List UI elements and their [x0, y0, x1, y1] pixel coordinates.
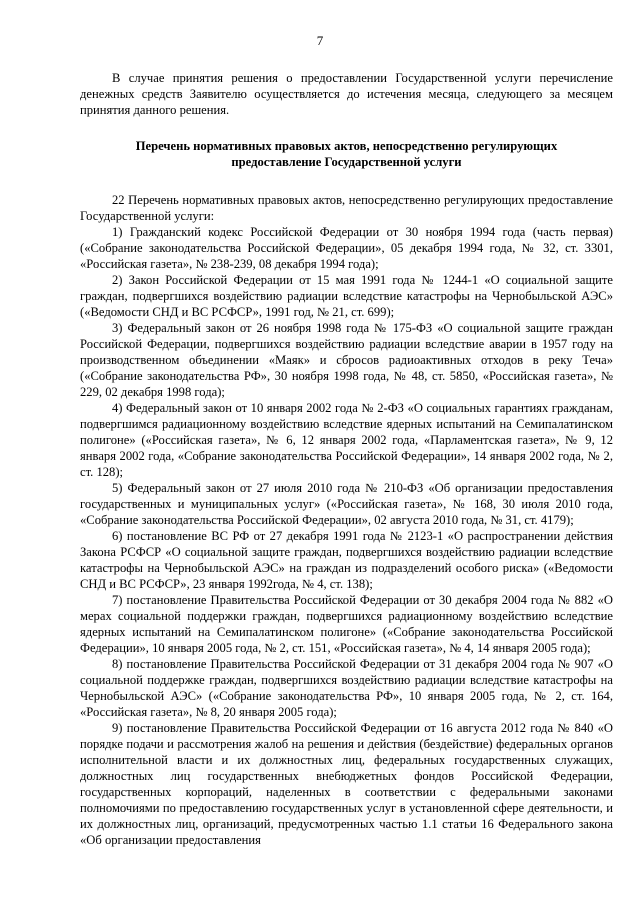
list-item: 9) постановление Правительства Российской Федерации от 16 августа 2012 года № 840 «О порядке подачи и рассмотрения жалоб на решения и действия (бездействие) федеральных органов исполнительной власти и их должностных лиц, федеральных государственных служащих, должностных лиц государственных внебюджетных фондов Российской Федерации, государственных корпораций, наделенных в соответствии с федеральными законами полномочиями по предоставлению государственных услуг в установленной сфере деятельности, и их должностных лиц, организаций, предусмотренных частью 1.1 статьи 16 Федерального закона «Об организации предоставления — [80, 721, 613, 847]
list-item: 2) Закон Российской Федерации от 15 мая 1991 года № 1244-1 «О социальной защите граждан, подвергшихся воздействию радиации вследствие катастрофы на Чернобыльской АЭС» («Ведомости СНД и ВС РСФСР», 1991 год, № 21, ст. 699); — [80, 273, 613, 319]
page-number: 7 — [316, 33, 324, 48]
section-heading: Перечень нормативных правовых актов, непосредственно регулирующих предоставление Государственной услуги — [135, 139, 558, 169]
lead-paragraph: 22 Перечень нормативных правовых актов, непосредственно регулирующих предоставление Государственной услуги: — [80, 193, 613, 223]
list-item: 3) Федеральный закон от 26 ноября 1998 года № 175-ФЗ «О социальной защите граждан Российской Федерации, подвергшихся воздействию радиации вследствие аварии в 1957 году на производственном объединении «Маяк» и сбросов радиоактивных отходов в реку Теча» («Собрание законодательства РФ», 30 ноября 1998 года, № 48, ст. 5850, «Российская газета», № 229, 02 декабря 1998 года); — [80, 321, 613, 399]
list-item: 8) постановление Правительства Российской Федерации от 31 декабря 2004 года № 907 «О социальной поддержке граждан, подвергшихся воздействию радиации вследствие катастрофы на Чернобыльской АЭС» («Собрание законодательства РФ», 10 января 2005 года, № 2, ст. 164, «Российская газета», № 8, 20 января 2005 года); — [80, 657, 613, 719]
list-item: 1) Гражданский кодекс Российской Федерации от 30 ноября 1994 года (часть первая) («Собрание законодательства Российской Федерации», 05 декабря 1994 года, № 32, ст. 3301, «Российская газета», № 238-239, 08 декабря 1994 года); — [80, 225, 613, 271]
list-item: 4) Федеральный закон от 10 января 2002 года № 2-ФЗ «О социальных гарантиях гражданам, подвергшимся радиационному воздействию вследствие ядерных испытаний на Семипалатинском полигоне» («Российская газета», № 6, 12 января 2002 года, «Парламентская газета», № 9, 12 января 2002 года, «Собрание законодательства Российской Федерации», 14 января 2002 года, № 2, ст. 128); — [80, 401, 613, 479]
list-item: 7) постановление Правительства Российской Федерации от 30 декабря 2004 года № 882 «О мерах социальной поддержки граждан, подвергшихся радиационному воздействию вследствие ядерных испытаний на Семипалатинском полигоне» («Собрание законодательства Российской Федерации», 10 января 2005 года, № 2, ст. 151, «Российская газета», № 4, 14 января 2005 года); — [80, 593, 613, 655]
intro-paragraph: В случае принятия решения о предоставлении Государственной услуги перечисление денежных средств Заявителю осуществляется до истечения месяца, следующего за месяцем принятия данного решения. — [80, 71, 613, 117]
list-item: 6) постановление ВС РФ от 27 декабря 1991 года № 2123-1 «О распространении действия Закона РСФСР «О социальной защите граждан, подвергшихся воздействию радиации вследствие катастрофы на Чернобыльской АЭС» на граждан из подразделений особого риска» («Ведомости СНД и ВС РСФСР», 23 января 1992года, № 4, ст. 138); — [80, 529, 613, 591]
list-item: 5) Федеральный закон от 27 июля 2010 года № 210-ФЗ «Об организации предоставления государственных и муниципальных услуг» («Российская газета», № 168, 30 июля 2010 года, «Собрание законодательства Российской Федерации», 02 августа 2010 года, № 31, ст. 4179); — [80, 481, 613, 527]
document-body — [80, 70, 613, 848]
